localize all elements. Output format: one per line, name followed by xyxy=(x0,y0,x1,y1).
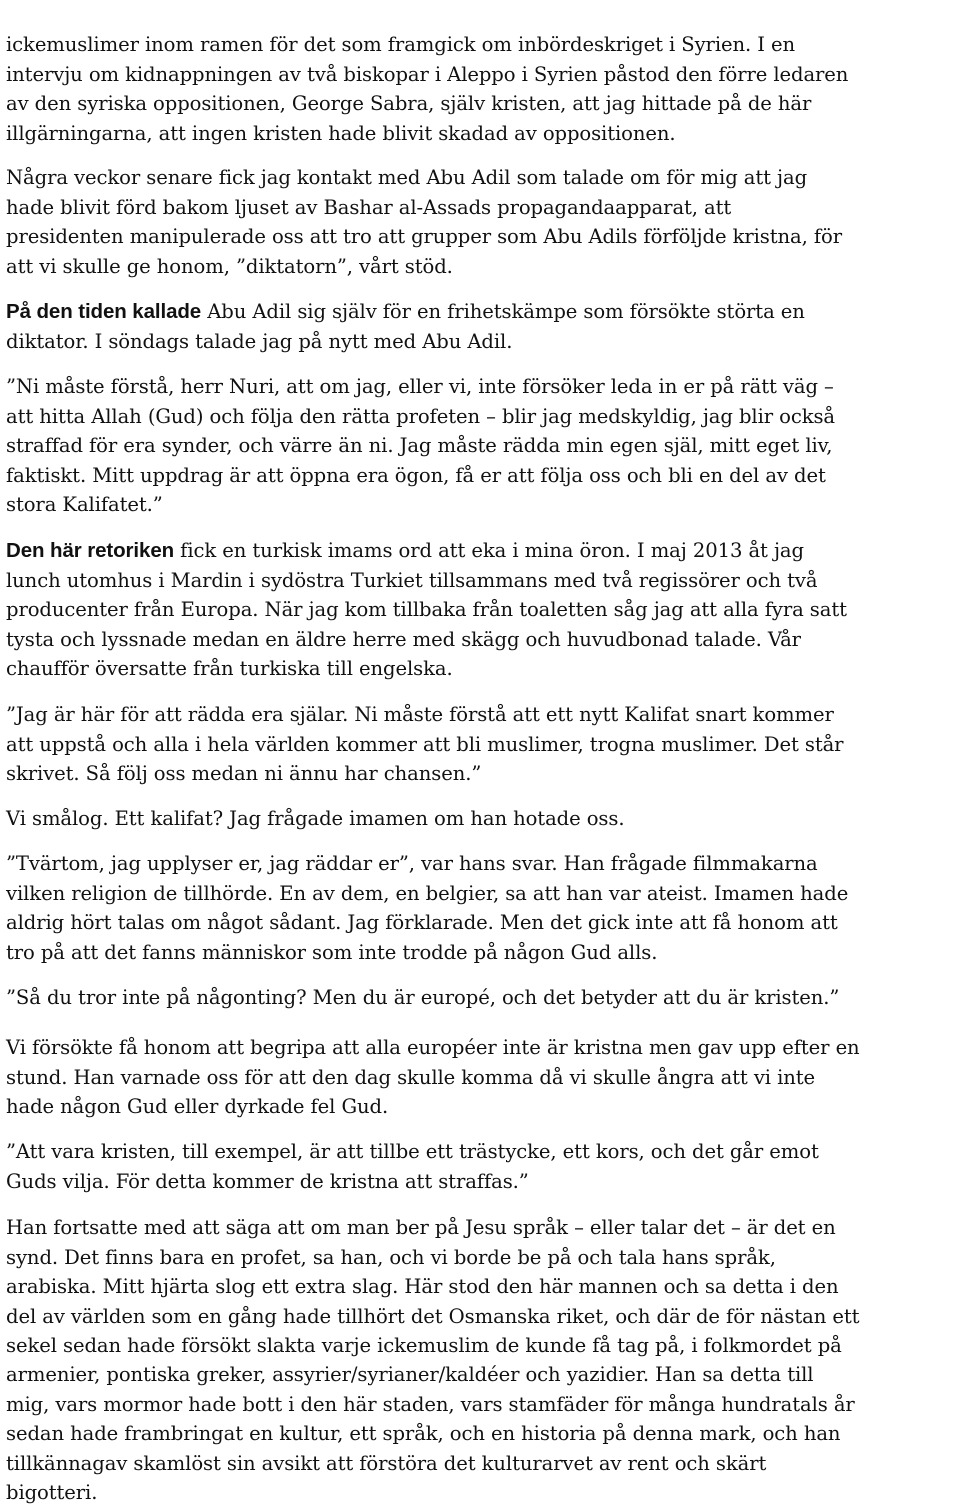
paragraph-4 xyxy=(6,343,835,519)
paragraph-2 xyxy=(6,134,842,281)
paragraph-text: ”Ni måste förstå, herr Nuri, att om jag, eller vi, inte försöker leda in er på rätt väg – att hitta Allah (Gud) och följa den rätta profeten – blir jag medskyldig, jag blir också straffad för era synder, och värre än ni. Jag måste rädda min egen själ, mitt eget liv, faktiskt. Mitt uppdrag är att öppna era ögon, få er att följa oss och bli en del av det stora Kalifatet.” xyxy=(6,375,836,517)
paragraph-text: ”Att vara kristen, till exempel, är att tillbe ett trästycke, ett kors, och det går emot Guds vilja. För detta kommer de kristna att straffas.” xyxy=(6,1140,819,1193)
paragraph-11 xyxy=(6,1108,819,1196)
paragraph-12 xyxy=(6,1184,859,1507)
paragraph-text: Vi försökte få honom att begripa att alla européer inte är kristna men gav upp efter en stund. Han varnade oss för att den dag skulle komma då vi skulle ångra att vi inte hade någon Gud eller dyrkade fel Gud. xyxy=(6,1036,860,1119)
paragraph-lead: Den här retoriken xyxy=(6,539,175,563)
paragraph-8 xyxy=(6,820,848,967)
paragraph-text: fick en turkisk imams ord att eka i mina öron. I maj 2013 åt jag lunch utomhus i Mardin i sydöstra Turkiet tillsammans med två regissörer och två producenter från Europa. När jag kom tillbaka från toaletten såg jag att alla fyra satt tysta och lyssnade medan en äldre herre med skägg och huvudbonad talade. Vår chaufför översatte från turkiska till engelska. xyxy=(6,539,847,681)
paragraph-text: ”Så du tror inte på någonting? Men du är europé, och det betyder att du är kristen.” xyxy=(6,986,840,1010)
paragraph-text: ”Tvärtom, jag upplyser er, jag räddar er”, var hans svar. Han frågade filmmakarna vilken religion de tillhörde. En av dem, en belgier, sa att han var ateist. Imamen hade aldrig hört talas om något sådant. Jag förklarade. Men det gick inte att få honom att tro på att det fanns människor som inte trodde på någon Gud alls. xyxy=(6,852,849,964)
paragraph-5 xyxy=(6,507,847,683)
paragraph-text: Abu Adil sig själv för en frihetskämpe som försökte störta en diktator. I söndags talade jag på nytt med Abu Adil. xyxy=(6,300,805,353)
paragraph-1 xyxy=(6,1,848,148)
paragraph-lead: På den tiden kallade xyxy=(6,300,202,324)
paragraph-text: ”Jag är här för att rädda era själar. Ni måste förstå att ett nytt Kalifat snart kommer att uppstå och alla i hela världen kommer att bli muslimer, trogna muslimer. Det står skrivet. Så följ oss medan ni ännu har chansen.” xyxy=(6,703,844,786)
paragraph-6 xyxy=(6,671,843,789)
paragraph-text: ickemuslimer inom ramen för det som framgick om inbördeskriget i Syrien. I en intervju om kidnappningen av två biskopar i Aleppo i Syrien påstod den förre ledaren av den syriska oppositionen, George Sabra, själv kristen, att jag hittade på de här illgärningarna, att ingen kristen hade blivit skadad av oppositionen. xyxy=(6,33,849,145)
paragraph-text: Vi smålog. Ett kalifat? Jag frågade imamen om han hotade oss. xyxy=(6,807,625,831)
paragraph-text: Han fortsatte med att säga att om man ber på Jesu språk – eller talar det – är det en synd. Det finns bara en profet, sa han, och vi borde be på och tala hans språk, arabiska. Mitt hjärta slog ett extra slag. Här stod den här mannen och sa detta i den del av världen som en gång hade tillhört det Osmanska riket, och där de för nästan ett sekel sedan hade försökt slakta varje ickemuslim de kunde få tag på, i folkmordet på armenier, pontiska greker, assyrier/syrianer/kaldéer och yazidier. Han sa detta till mig, vars mormor hade bott i den här staden, vars stamfäder för många hundratals år sedan hade frambringat en kultur, ett språk, och en historia på denna mark, och han tillkännagav skamlöst sin avsikt att förstöra det kulturarvet av rent och skärt bigotteri. xyxy=(6,1216,860,1505)
paragraph-text: Några veckor senare fick jag kontakt med Abu Adil som talade om för mig att jag hade blivit förd bakom ljuset av Bashar al-Assads propagandaapparat, att presidenten manipulerade oss att tro att grupper som Abu Adils förföljde kristna, för att vi skulle ge honom, ”diktatorn”, vårt stöd. xyxy=(6,166,842,278)
paragraph-10 xyxy=(6,1004,860,1122)
